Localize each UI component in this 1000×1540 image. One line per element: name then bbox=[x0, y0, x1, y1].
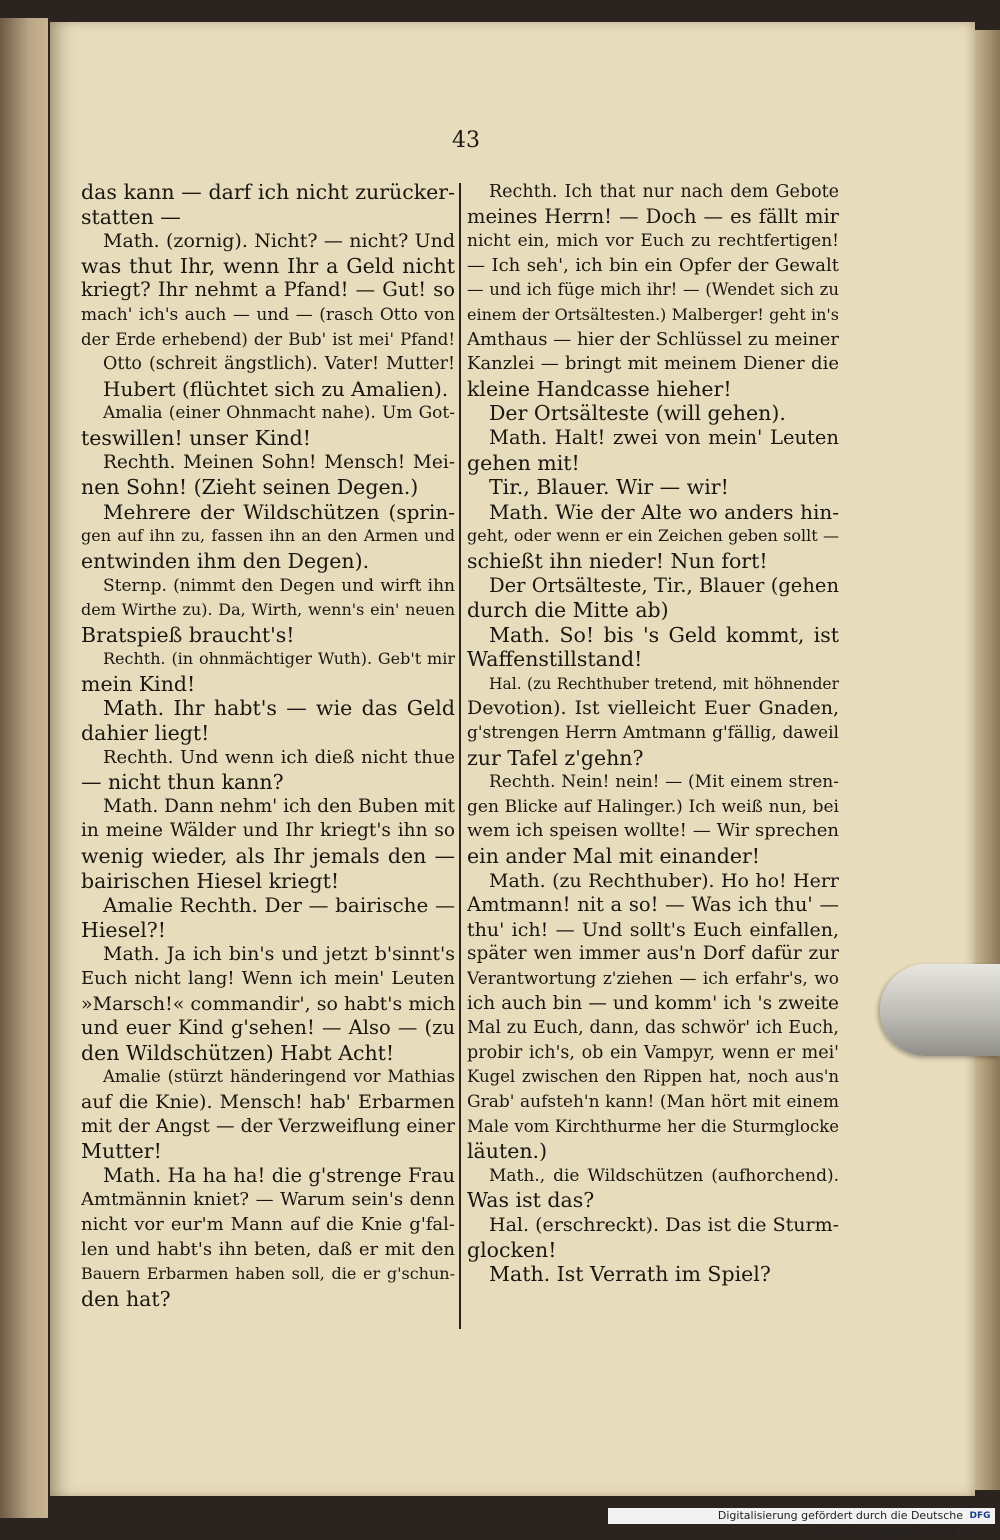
text-line: Amalie (stürzt händeringend vor Mathias bbox=[103, 1067, 455, 1087]
page-number: 43 bbox=[452, 128, 480, 153]
text-line: wenig wieder, als Ihr jemals den — bbox=[81, 844, 455, 869]
text-line: Amalia (einer Ohnmacht nahe). Um Got- bbox=[103, 403, 455, 424]
text-line: Otto (schreit ängstlich). Vater! Mutter! bbox=[103, 354, 455, 375]
dfg-logo: DFG bbox=[965, 1508, 995, 1524]
text-line: Verantwortung z'ziehen — ich erfahr's, wo bbox=[467, 969, 839, 989]
text-line: Was ist das? bbox=[467, 1188, 595, 1213]
text-line: Rechth. Meinen Sohn! Mensch! Mei- bbox=[103, 451, 455, 473]
funding-notice: Digitalisierung gefördert durch die Deutsche Forschungsgemeinschaft · bbox=[608, 1508, 967, 1524]
text-line: Rechth. Ich that nur nach dem Gebote bbox=[489, 182, 839, 202]
text-line: in meine Wälder und Ihr kriegt's ihn so bbox=[81, 820, 455, 842]
text-line: meines Herrn! — Doch — es fällt mir bbox=[467, 204, 839, 228]
text-line: — nicht thun kann? bbox=[81, 770, 284, 795]
text-line: gen auf ihn zu, fassen ihn an den Armen und bbox=[81, 526, 455, 546]
text-line: Mehrere der Wildschützen (sprin- bbox=[103, 499, 455, 524]
text-line: ich auch bin — und komm' ich 's zweite bbox=[467, 992, 839, 1014]
text-line: Grab' aufsteh'n kann! (Man hört mit einem bbox=[467, 1091, 839, 1112]
text-line: entwinden ihm den Degen). bbox=[81, 548, 370, 573]
text-line: Hiesel?! bbox=[81, 917, 167, 942]
text-line: ein ander Mal mit einander! bbox=[467, 844, 761, 869]
text-line: zur Tafel z'gehn? bbox=[467, 745, 644, 770]
text-line: Amtmännin kniet? — Warum sein's denn bbox=[81, 1189, 455, 1211]
text-line: nicht vor eur'm Mann auf die Knie g'fal- bbox=[81, 1213, 455, 1235]
text-line: den hat? bbox=[81, 1286, 171, 1311]
text-line: Rechth. Und wenn ich dieß nicht thue bbox=[103, 746, 455, 768]
text-line: Kugel zwischen den Rippen hat, noch aus'n bbox=[467, 1067, 839, 1087]
text-line: Math. Ha ha ha! die g'strenge Frau bbox=[103, 1163, 455, 1187]
text-line: läuten.) bbox=[467, 1139, 548, 1164]
text-line: Amthaus — hier der Schlüssel zu meiner bbox=[467, 328, 839, 350]
text-line: und euer Kind g'sehen! — Also — (zu bbox=[81, 1016, 455, 1040]
column-divider bbox=[459, 183, 461, 1329]
text-line: Tir., Blauer. Wir — wir! bbox=[489, 475, 729, 500]
text-line: den Wildschützen) Habt Acht! bbox=[81, 1040, 395, 1065]
text-line: Hal. (erschreckt). Das ist die Sturm- bbox=[489, 1213, 839, 1236]
text-line: was thut Ihr, wenn Ihr a Geld nicht bbox=[81, 253, 455, 278]
text-line: der Erde erhebend) der Bub' ist mei' Pfand! bbox=[81, 329, 455, 349]
text-line: später wen immer aus'n Dorf dafür zur bbox=[467, 943, 839, 965]
text-line: Waffenstillstand! bbox=[467, 647, 643, 672]
text-line: statten — bbox=[81, 204, 181, 229]
text-line: Devotion). Ist vielleicht Euer Gnaden, bbox=[467, 697, 839, 720]
text-line: Math. Wie der Alte wo anders hin- bbox=[489, 499, 839, 524]
text-line: Mutter! bbox=[81, 1139, 162, 1164]
text-line: probir ich's, ob ein Vampyr, wenn er mei' bbox=[467, 1042, 839, 1063]
text-line: glocken! bbox=[467, 1237, 557, 1262]
text-line: — und ich füge mich ihr! — (Wendet sich zu bbox=[467, 280, 839, 300]
text-line: mit der Angst — der Verzweiflung einer bbox=[81, 1115, 455, 1137]
text-line: Male vom Kirchthurme her die Sturmglocke bbox=[467, 1116, 839, 1136]
text-line: Mal zu Euch, dann, das schwör' ich Euch, bbox=[467, 1018, 839, 1039]
text-line: bairischen Hiesel kriegt! bbox=[81, 868, 340, 893]
text-line: Euch nicht lang! Wenn ich mein' Leuten bbox=[81, 968, 455, 989]
adjacent-page-edge bbox=[0, 18, 48, 1518]
text-line: geht, oder wenn er ein Zeichen geben sollt — bbox=[467, 526, 839, 546]
text-line: thu' ich! — Und sollt's Euch einfallen, bbox=[467, 918, 839, 941]
page-clip bbox=[880, 964, 1000, 1056]
text-line: Der Ortsälteste, Tir., Blauer (gehen bbox=[489, 573, 839, 597]
text-line: Math. Dann nehm' ich den Buben mit bbox=[103, 795, 455, 817]
text-line: kriegt? Ihr nehmt a Pfand! — Gut! so bbox=[81, 278, 455, 302]
text-line: mach' ich's auch — und — (rasch Otto von bbox=[81, 304, 455, 325]
text-line: auf die Knie). Mensch! hab' Erbarmen bbox=[81, 1090, 455, 1113]
text-column-left bbox=[81, 180, 455, 1311]
text-line: Sternp. (nimmt den Degen und wirft ihn bbox=[103, 575, 455, 596]
text-line: Hubert (flüchtet sich zu Amalien). bbox=[103, 376, 449, 401]
text-line: das kann — darf ich nicht zurücker- bbox=[81, 180, 455, 204]
text-line: Rechth. (in ohnmächtiger Wuth). Geb't mir bbox=[103, 649, 455, 669]
text-line: Hal. (zu Rechthuber tretend, mit höhnender bbox=[489, 674, 839, 693]
text-line: teswillen! unser Kind! bbox=[81, 425, 312, 450]
text-line: Math. Ja ich bin's und jetzt b'sinnt's bbox=[103, 943, 455, 966]
text-column-right bbox=[467, 180, 839, 1287]
text-line: gehen mit! bbox=[467, 450, 580, 475]
text-line: nen Sohn! (Zieht seinen Degen.) bbox=[81, 475, 419, 500]
text-line: Math. Ist Verrath im Spiel? bbox=[489, 1262, 771, 1287]
text-line: durch die Mitte ab) bbox=[467, 598, 669, 623]
text-line: g'strengen Herrn Amtmann g'fällig, daweil bbox=[467, 723, 839, 744]
text-line: Kanzlei — bringt mit meinem Diener die bbox=[467, 353, 839, 375]
text-line: nicht ein, mich vor Euch zu rechtfertigen! bbox=[467, 231, 839, 252]
text-line: Der Ortsälteste (will gehen). bbox=[489, 401, 786, 426]
text-line: schießt ihn nieder! Nun fort! bbox=[467, 548, 768, 573]
text-line: »Marsch!« commandir', so habt's mich bbox=[81, 992, 455, 1015]
text-line: Math. (zornig). Nicht? — nicht? Und bbox=[103, 230, 455, 253]
text-line: gen Blicke auf Halinger.) Ich weiß nun, bei bbox=[467, 796, 839, 817]
text-line: Math. Ihr habt's — wie das Geld bbox=[103, 696, 455, 721]
text-line: len und habt's ihn beten, daß er mit den bbox=[81, 1238, 455, 1260]
text-line: kleine Handcasse hieher! bbox=[467, 376, 732, 401]
text-line: Bratspieß braucht's! bbox=[81, 622, 295, 647]
text-line: Amalie Rechth. Der — bairische — bbox=[103, 893, 455, 918]
text-line: Rechth. Nein! nein! — (Mit einem stren- bbox=[489, 772, 839, 793]
text-line: wem ich speisen wollte! — Wir sprechen bbox=[467, 820, 839, 842]
page-stack-edge bbox=[975, 30, 1000, 1490]
text-line: dem Wirthe zu). Da, Wirth, wenn's ein' neuen bbox=[81, 600, 455, 620]
text-line: Amtmann! nit a so! — Was ich thu' — bbox=[467, 893, 839, 917]
text-line: Bauern Erbarmen haben soll, die er g'schun- bbox=[81, 1264, 455, 1284]
text-line: Math., die Wildschützen (aufhorchend). bbox=[489, 1165, 839, 1186]
text-line: dahier liegt! bbox=[81, 721, 210, 746]
text-line: — Ich seh', ich bin ein Opfer der Gewalt bbox=[467, 254, 839, 276]
text-line: Math. (zu Rechthuber). Ho ho! Herr bbox=[489, 869, 839, 892]
text-line: mein Kind! bbox=[81, 671, 196, 696]
text-line: Math. Halt! zwei von mein' Leuten bbox=[489, 425, 839, 449]
text-line: Math. So! bis 's Geld kommt, ist bbox=[489, 622, 839, 647]
text-line: einem der Ortsältesten.) Malberger! geht in's bbox=[467, 304, 839, 324]
